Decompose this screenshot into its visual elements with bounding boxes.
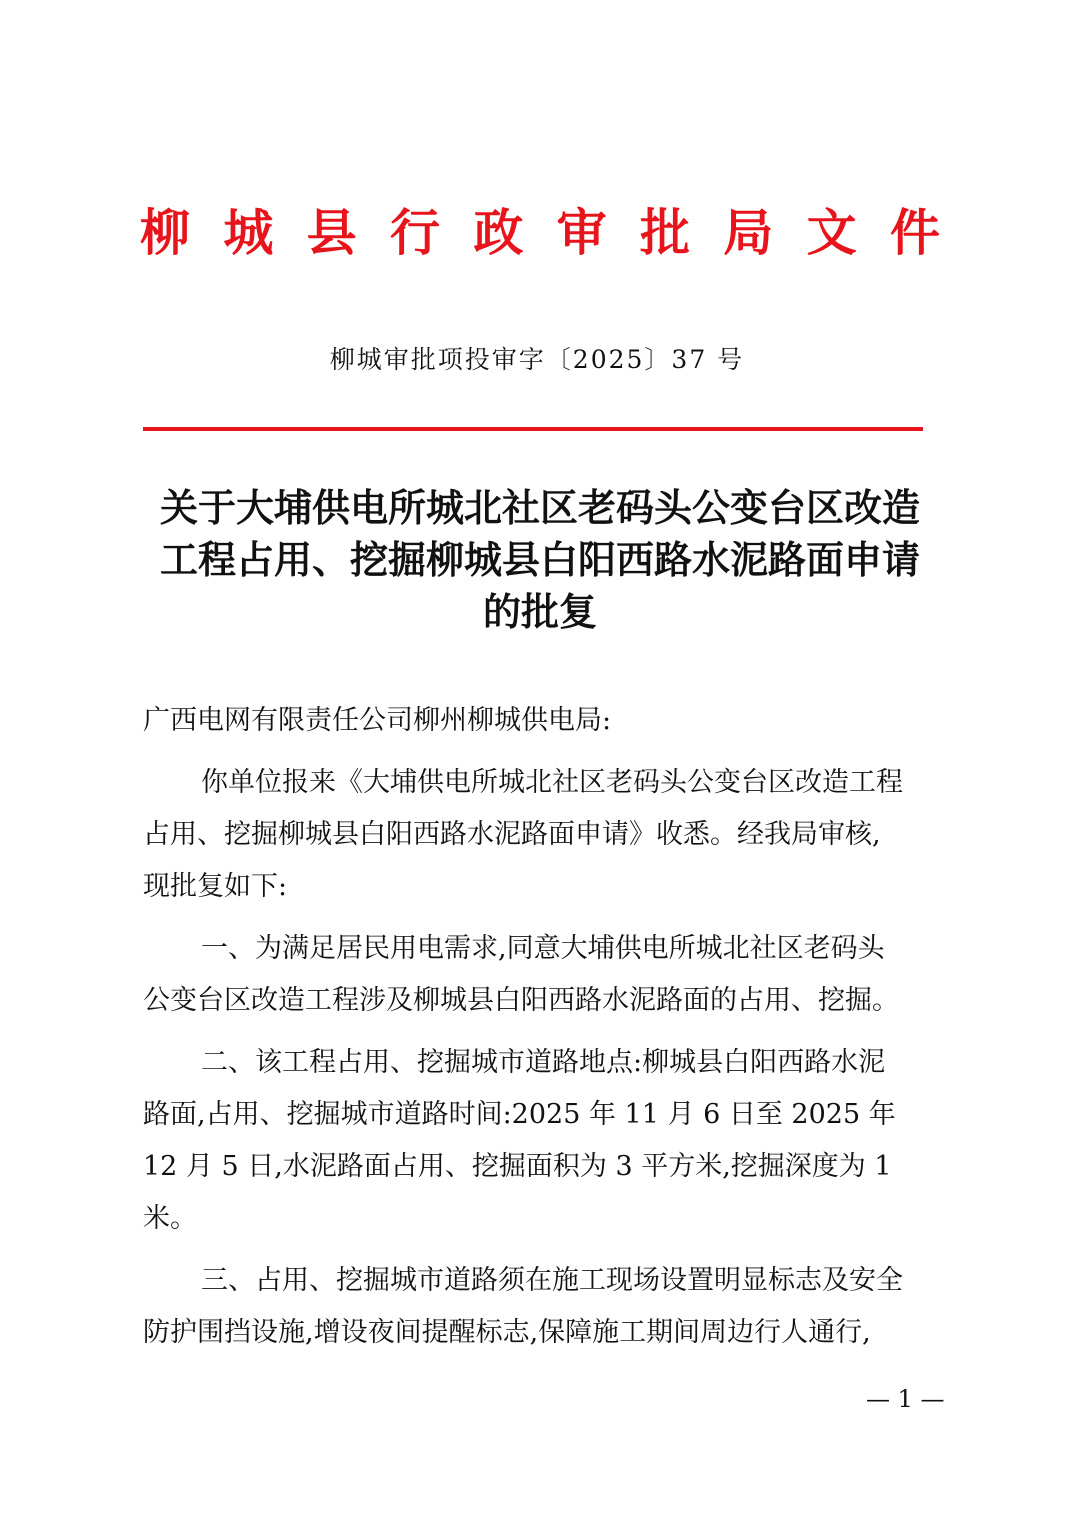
page-number: — 1 —: [866, 1385, 945, 1413]
header-char: 文: [806, 203, 857, 262]
document-number: 柳城审批项投审字〔2025〕37 号: [329, 345, 745, 374]
document-header-title: [140, 198, 940, 268]
title-line: 工程占用、挖掘柳城县白阳西路水泥路面申请: [159, 537, 920, 582]
body-line: 占用、挖掘柳城县白阳西路水泥路面申请》收悉。经我局审核,: [143, 819, 881, 850]
body-line: 防护围挡设施,增设夜间提醒标志,保障施工期间周边行人通行,: [143, 1317, 871, 1348]
document-body: [143, 695, 943, 1359]
header-char: 行: [389, 203, 440, 262]
title-line: 的批复: [482, 589, 597, 634]
body-line: 你单位报来《大埔供电所城北社区老码头公变台区改造工程: [201, 767, 903, 798]
header-char: 柳: [140, 203, 190, 262]
body-line: 路面,占用、挖掘城市道路时间:2025 年 11 月 6 日至 2025 年: [143, 1099, 896, 1130]
header-char: 局: [723, 203, 774, 262]
body-line: 现批复如下:: [143, 871, 288, 902]
body-line: 一、为满足居民用电需求,同意大埔供电所城北社区老码头: [201, 933, 885, 964]
body-line: 米。: [143, 1203, 197, 1234]
body-line: 12 月 5 日,水泥路面占用、挖掘面积为 3 平方米,挖掘深度为 1: [143, 1151, 892, 1182]
body-line: 三、占用、挖掘城市道路须在施工现场设置明显标志及安全: [201, 1265, 903, 1296]
salutation: 广西电网有限责任公司柳州柳城供电局:: [143, 705, 612, 736]
header-char: 批: [639, 203, 690, 262]
header-char: 县: [306, 203, 357, 262]
header-char: 城: [223, 203, 274, 262]
title-line: 关于大埔供电所城北社区老码头公变台区改造: [159, 485, 920, 530]
header-char: 政: [473, 203, 524, 262]
body-line: 公变台区改造工程涉及柳城县白阳西路水泥路面的占用、挖掘。: [143, 985, 899, 1016]
body-line: 二、该工程占用、挖掘城市道路地点:柳城县白阳西路水泥: [201, 1047, 886, 1078]
header-char: 件: [889, 203, 940, 262]
document-title: [140, 482, 940, 638]
header-char: 审: [556, 203, 607, 262]
red-divider: [143, 427, 923, 431]
